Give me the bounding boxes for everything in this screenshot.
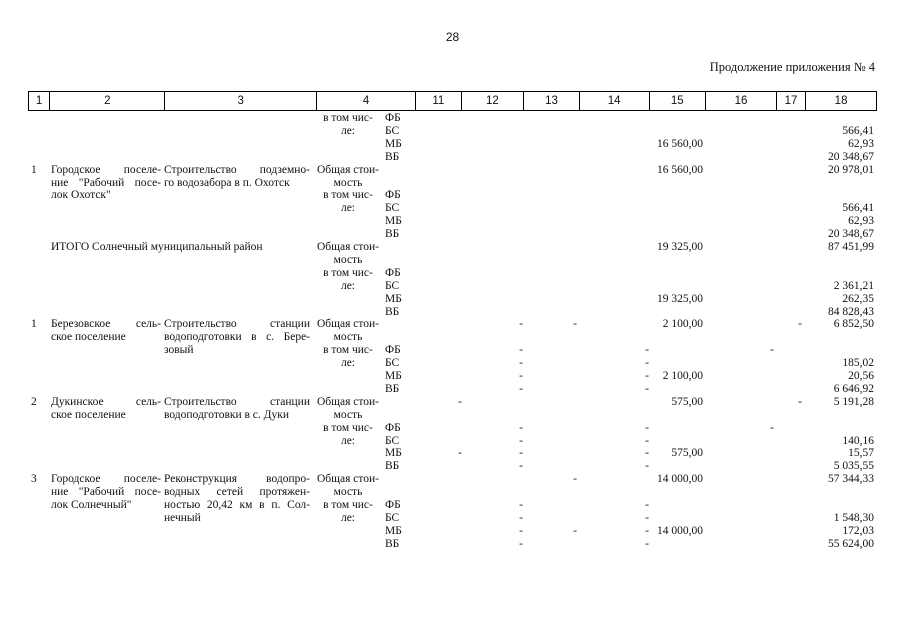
col13-dash: - bbox=[519, 382, 523, 395]
municipality-name: Дукинское сель- bbox=[51, 395, 161, 408]
header-cell-18: 18 bbox=[806, 92, 877, 111]
col15-value: 14 000,00 bbox=[657, 524, 703, 537]
indicator-label: мость bbox=[333, 176, 363, 189]
col15-value: 575,00 bbox=[671, 395, 703, 408]
row-number: 3 bbox=[31, 473, 37, 486]
col15-value: 16 560,00 bbox=[657, 163, 703, 176]
col18-value: 20 348,67 bbox=[828, 228, 874, 241]
funding-source: ФБ bbox=[385, 344, 401, 357]
municipality-name: Городское поселе- bbox=[51, 473, 161, 486]
indicator-label: мость bbox=[333, 486, 363, 499]
funding-source: ФБ bbox=[385, 266, 401, 279]
table-row bbox=[0, 460, 905, 473]
col18-value: 57 344,33 bbox=[828, 473, 874, 486]
header-cell-11: 11 bbox=[416, 92, 461, 111]
col13-dash: - bbox=[519, 370, 523, 382]
funding-source: ВБ bbox=[385, 382, 400, 395]
funding-source: ФБ bbox=[385, 421, 401, 434]
indicator-label: ле: bbox=[340, 434, 356, 447]
indicator-label: ле: bbox=[340, 124, 356, 137]
table-row bbox=[0, 486, 905, 499]
table-row bbox=[0, 164, 905, 177]
funding-source: ФБ bbox=[385, 499, 401, 511]
col15-value: 14 000,00 bbox=[657, 473, 703, 486]
col15-value: 2 100,00 bbox=[662, 318, 703, 331]
table-row bbox=[0, 538, 905, 551]
funding-source: МБ bbox=[385, 215, 402, 228]
indicator-label: в том чис- bbox=[323, 112, 373, 124]
col17-dash: - bbox=[798, 395, 802, 408]
indicator-label: в том чис- bbox=[323, 499, 373, 511]
municipality-name: Березовское сель- bbox=[51, 318, 161, 331]
col18-value: 262,35 bbox=[842, 292, 874, 305]
funding-source: МБ bbox=[385, 524, 402, 537]
col18-value: 15,57 bbox=[848, 447, 874, 460]
funding-source: БС bbox=[385, 511, 400, 524]
municipality-name: ИТОГО Солнечный муниципальный район bbox=[51, 241, 263, 253]
col15-dash: - bbox=[645, 344, 649, 357]
table-row bbox=[0, 228, 905, 241]
project-description: водоподготовки в с. Бере- bbox=[164, 331, 310, 344]
indicator-label: в том чис- bbox=[323, 344, 373, 357]
table-body bbox=[0, 112, 905, 552]
project-description: нечный bbox=[164, 511, 201, 524]
table-row bbox=[0, 396, 905, 409]
col15-dash: - bbox=[645, 447, 649, 460]
indicator-label: ле: bbox=[340, 279, 356, 292]
municipality-name: Городское поселе- bbox=[51, 163, 161, 176]
municipality-name: лок Охотск" bbox=[51, 189, 111, 202]
header-cell-2: 2 bbox=[50, 92, 165, 111]
indicator-label: Общая стои- bbox=[317, 395, 379, 408]
project-description: зовый bbox=[164, 344, 194, 357]
col15-value: 19 325,00 bbox=[657, 292, 703, 305]
col13-dash: - bbox=[519, 357, 523, 370]
indicator-label: в том чис- bbox=[323, 421, 373, 434]
col18-value: 6 852,50 bbox=[833, 318, 874, 331]
col18-value: 185,02 bbox=[842, 357, 874, 370]
header-cell-3: 3 bbox=[165, 92, 317, 111]
funding-source: ВБ bbox=[385, 228, 400, 241]
indicator-label: ле: bbox=[340, 357, 356, 370]
table-row bbox=[0, 370, 905, 383]
indicator-label: ле: bbox=[340, 202, 356, 215]
continuation-note: Продолжение приложения № 4 bbox=[709, 60, 875, 74]
table-row bbox=[0, 215, 905, 228]
col15-value: 16 560,00 bbox=[657, 137, 703, 150]
indicator-label: ле: bbox=[340, 511, 356, 524]
col15-dash: - bbox=[645, 460, 649, 473]
municipality-name: ние "Рабочий посе- bbox=[51, 486, 161, 499]
col15-dash: - bbox=[645, 511, 649, 524]
col15-dash: - bbox=[645, 434, 649, 447]
col18-value: 62,93 bbox=[848, 215, 874, 228]
header-cell-16: 16 bbox=[706, 92, 777, 111]
col15-value: 2 100,00 bbox=[662, 370, 703, 382]
indicator-label: Общая стои- bbox=[317, 163, 379, 176]
table-row bbox=[0, 409, 905, 422]
col18-value: 140,16 bbox=[842, 434, 874, 447]
header-cell-4: 4 bbox=[317, 92, 416, 111]
col15-dash: - bbox=[645, 524, 649, 537]
funding-source: ВБ bbox=[385, 150, 400, 163]
col18-value: 5 191,28 bbox=[833, 395, 874, 408]
table-row bbox=[0, 357, 905, 370]
indicator-label: Общая стои- bbox=[317, 241, 379, 253]
indicator-label: Общая стои- bbox=[317, 473, 379, 486]
funding-source: БС bbox=[385, 279, 400, 292]
municipality-name: ское поселение bbox=[51, 408, 126, 421]
table-row bbox=[0, 138, 905, 151]
project-description: го водозабора в п. Охотск bbox=[164, 176, 290, 189]
funding-source: БС bbox=[385, 124, 400, 137]
table-header bbox=[28, 91, 877, 111]
col15-value: 575,00 bbox=[671, 447, 703, 460]
col13-dash: - bbox=[519, 499, 523, 511]
col13-dash: - bbox=[519, 511, 523, 524]
col12-dash: - bbox=[458, 395, 462, 408]
indicator-label: в том чис- bbox=[323, 189, 373, 202]
col18-value: 20,56 bbox=[848, 370, 874, 382]
row-number: 1 bbox=[31, 318, 37, 331]
funding-source: МБ bbox=[385, 370, 402, 382]
indicator-label: мость bbox=[333, 253, 363, 266]
funding-source: ВБ bbox=[385, 537, 400, 550]
col16-dash: - bbox=[770, 344, 774, 357]
header-cell-1: 1 bbox=[29, 92, 50, 111]
table-row bbox=[0, 383, 905, 396]
project-description: ностью 20,42 км в п. Сол- bbox=[164, 499, 310, 511]
col14-dash: - bbox=[573, 473, 577, 486]
col18-value: 6 646,92 bbox=[833, 382, 874, 395]
municipality-name: ское поселение bbox=[51, 331, 126, 344]
table-row bbox=[0, 293, 905, 306]
header-cell-12: 12 bbox=[461, 92, 524, 111]
table-row bbox=[0, 112, 905, 125]
funding-source: МБ bbox=[385, 292, 402, 305]
col15-dash: - bbox=[645, 537, 649, 550]
header-cell-17: 17 bbox=[776, 92, 805, 111]
col18-value: 84 828,43 bbox=[828, 305, 874, 318]
header-cell-13: 13 bbox=[524, 92, 580, 111]
col18-value: 20 348,67 bbox=[828, 150, 874, 163]
col15-dash: - bbox=[645, 370, 649, 382]
funding-source: МБ bbox=[385, 137, 402, 150]
col17-dash: - bbox=[798, 318, 802, 331]
project-description: Строительство подземно- bbox=[164, 163, 310, 176]
col13-dash: - bbox=[519, 344, 523, 357]
col18-value: 55 624,00 bbox=[828, 537, 874, 550]
header-cell-15: 15 bbox=[649, 92, 706, 111]
indicator-label: мость bbox=[333, 408, 363, 421]
col13-dash: - bbox=[519, 460, 523, 473]
project-description: Реконструкция водопро- bbox=[164, 473, 310, 486]
table-row bbox=[0, 344, 905, 357]
project-description: Строительство станции bbox=[164, 395, 310, 408]
funding-source: ФБ bbox=[385, 112, 401, 124]
funding-source: МБ bbox=[385, 447, 402, 460]
col14-dash: - bbox=[573, 524, 577, 537]
row-number: 1 bbox=[31, 163, 37, 176]
table-row bbox=[0, 280, 905, 293]
funding-source: БС bbox=[385, 202, 400, 215]
table-row bbox=[0, 447, 905, 460]
col14-dash: - bbox=[573, 318, 577, 331]
col15-dash: - bbox=[645, 421, 649, 434]
table-row bbox=[0, 202, 905, 215]
col18-value: 20 978,01 bbox=[828, 163, 874, 176]
col15-dash: - bbox=[645, 499, 649, 511]
col18-value: 87 451,99 bbox=[828, 241, 874, 253]
table-row bbox=[0, 254, 905, 267]
col13-dash: - bbox=[519, 421, 523, 434]
table-row bbox=[0, 318, 905, 331]
table-row bbox=[0, 267, 905, 280]
header-cell-14: 14 bbox=[579, 92, 649, 111]
table-row bbox=[0, 422, 905, 435]
col18-value: 172,03 bbox=[842, 524, 874, 537]
col18-value: 566,41 bbox=[842, 124, 874, 137]
indicator-label: Общая стои- bbox=[317, 318, 379, 331]
table-row bbox=[0, 189, 905, 202]
table-row bbox=[0, 435, 905, 448]
municipality-name: лок Солнечный" bbox=[51, 499, 132, 511]
table-row bbox=[0, 151, 905, 164]
funding-source: ФБ bbox=[385, 189, 401, 202]
col13-dash: - bbox=[519, 447, 523, 460]
col13-dash: - bbox=[519, 537, 523, 550]
table-row bbox=[0, 241, 905, 254]
indicator-label: мость bbox=[333, 331, 363, 344]
row-number: 2 bbox=[31, 395, 37, 408]
col18-value: 2 361,21 bbox=[833, 279, 874, 292]
col13-dash: - bbox=[519, 318, 523, 331]
page-number: 28 bbox=[445, 30, 460, 44]
col13-dash: - bbox=[519, 524, 523, 537]
table-row bbox=[0, 525, 905, 538]
funding-source: ВБ bbox=[385, 460, 400, 473]
table-row bbox=[0, 306, 905, 319]
funding-source: ВБ bbox=[385, 305, 400, 318]
funding-source: БС bbox=[385, 357, 400, 370]
col15-value: 19 325,00 bbox=[657, 241, 703, 253]
col18-value: 566,41 bbox=[842, 202, 874, 215]
col18-value: 62,93 bbox=[848, 137, 874, 150]
table-row bbox=[0, 473, 905, 486]
table-row bbox=[0, 125, 905, 138]
project-description: Строительство станции bbox=[164, 318, 310, 331]
table-row bbox=[0, 512, 905, 525]
col13-dash: - bbox=[519, 434, 523, 447]
indicator-label: в том чис- bbox=[323, 266, 373, 279]
funding-source: БС bbox=[385, 434, 400, 447]
col15-dash: - bbox=[645, 357, 649, 370]
col16-dash: - bbox=[770, 421, 774, 434]
col18-value: 5 035,55 bbox=[833, 460, 874, 473]
project-description: водных сетей протяжен- bbox=[164, 486, 310, 499]
col12-dash: - bbox=[458, 447, 462, 460]
table-row bbox=[0, 499, 905, 512]
table-row bbox=[0, 177, 905, 190]
col18-value: 1 548,30 bbox=[833, 511, 874, 524]
col15-dash: - bbox=[645, 382, 649, 395]
municipality-name: ние "Рабочий посе- bbox=[51, 176, 161, 189]
table-row bbox=[0, 331, 905, 344]
project-description: водоподготовки в с. Дуки bbox=[164, 408, 289, 421]
